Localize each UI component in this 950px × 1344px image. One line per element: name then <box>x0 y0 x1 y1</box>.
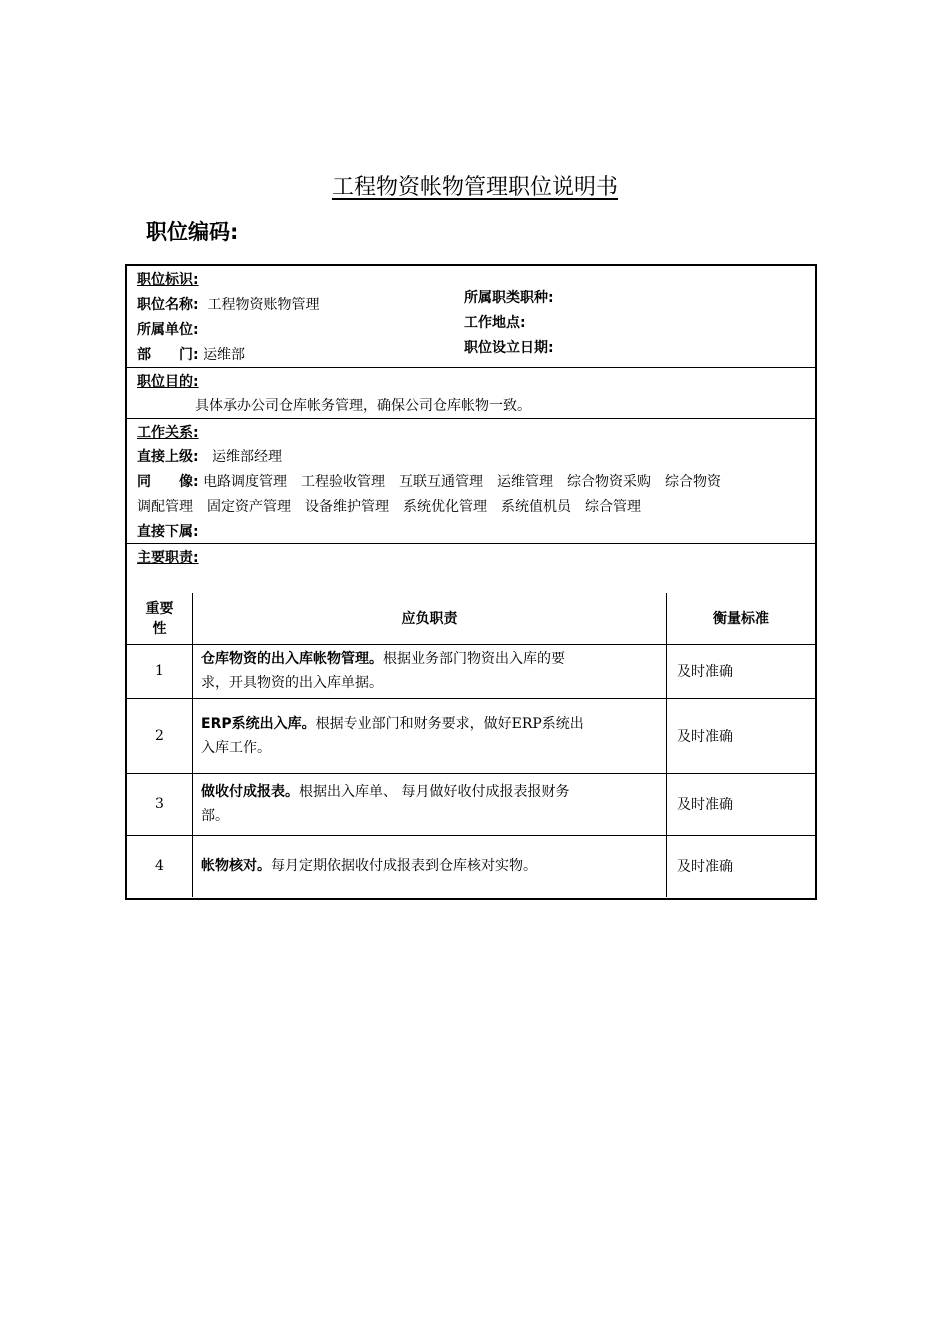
col-duty: 应负职责 <box>193 593 667 644</box>
duty-desc-2: 入库工作。 <box>201 739 271 756</box>
position-name-label: 职位名称: <box>137 297 199 313</box>
duty-desc-1: 每月定期依据收付成报表到仓库核对实物。 <box>271 858 537 875</box>
category-label: 所属职类职种: <box>464 290 554 306</box>
col-importance-line-1: 重要 <box>145 601 174 618</box>
unit-label: 所属单位: <box>137 322 199 338</box>
col-importance-line-2: 性 <box>152 621 167 638</box>
standard-cell: 及时准确 <box>667 773 816 835</box>
table-row <box>127 644 815 698</box>
purpose-section <box>127 368 815 419</box>
col-standard: 衡量标准 <box>667 593 816 644</box>
duty-cell <box>193 835 667 897</box>
document-title: 工程物资帐物管理职位说明书 <box>331 175 618 200</box>
purpose-header: 职位目的: <box>137 374 199 390</box>
duty-cell <box>193 773 667 835</box>
superior-label: 直接上级: <box>137 449 199 465</box>
subordinate-label: 直接下属: <box>137 524 199 540</box>
duty-title: ERP系统出入库。 <box>201 715 316 732</box>
department-label: 部 门: <box>137 347 199 363</box>
department-row <box>137 345 245 365</box>
duty-title: 仓库物资的出入库帐物管理。 <box>201 651 383 667</box>
table-row <box>127 698 815 773</box>
superior-value: 运维部经理 <box>211 449 282 465</box>
row-number: 4 <box>127 835 193 897</box>
relations-section <box>127 419 815 544</box>
duty-desc-2: 求，开具物资的出入库单据。 <box>201 675 383 691</box>
position-code-label: 职位编码: <box>146 220 239 244</box>
standard-cell: 及时准确 <box>667 835 816 897</box>
peer-line-1: 电路调度管理 工程验收管理 互联互通管理 运维管理 综合物资采购 综合物资 <box>203 474 722 490</box>
standard-cell: 及时准确 <box>667 644 816 698</box>
peer-row <box>137 472 721 492</box>
location-label: 工作地点: <box>464 315 526 331</box>
duty-title: 帐物核对。 <box>201 858 271 875</box>
table-row <box>127 835 815 897</box>
position-name-row <box>137 295 320 315</box>
duties-table <box>127 593 815 897</box>
relations-header: 工作关系: <box>137 425 199 441</box>
duties-section <box>127 544 815 593</box>
position-name-value: 工程物资账物管理 <box>207 297 320 313</box>
department-value: 运维部 <box>203 347 246 363</box>
row-number: 3 <box>127 773 193 835</box>
col-importance <box>127 593 193 644</box>
table-header-row <box>127 593 815 644</box>
duties-header: 主要职责: <box>137 550 199 566</box>
identification-header: 职位标识: <box>137 272 199 288</box>
table-row <box>127 773 815 835</box>
superior-row <box>137 447 282 467</box>
duty-desc-1: 根据出入库单、 每月做好收付成报表报财务 <box>299 784 570 800</box>
duty-desc-2: 部。 <box>201 808 229 824</box>
standard-cell: 及时准确 <box>667 698 816 773</box>
peer-line-2: 调配管理 固定资产管理 设备维护管理 系统优化管理 系统值机员 综合管理 <box>137 499 641 515</box>
duty-cell <box>193 644 667 698</box>
job-description-frame <box>125 264 817 900</box>
identification-section <box>127 266 815 368</box>
peer-label: 同 像: <box>137 474 199 490</box>
duty-desc-1: 根据业务部门物资出入库的要 <box>383 651 565 667</box>
duty-cell <box>193 698 667 773</box>
duty-title: 做收付成报表。 <box>201 784 299 800</box>
duty-desc-1: 根据专业部门和财务要求，做好ERP系统出 <box>315 715 584 732</box>
establish-date-label: 职位设立日期: <box>464 340 554 356</box>
purpose-text: 具体承办公司仓库帐务管理，确保公司仓库帐物一致。 <box>195 398 531 414</box>
row-number: 2 <box>127 698 193 773</box>
row-number: 1 <box>127 644 193 698</box>
